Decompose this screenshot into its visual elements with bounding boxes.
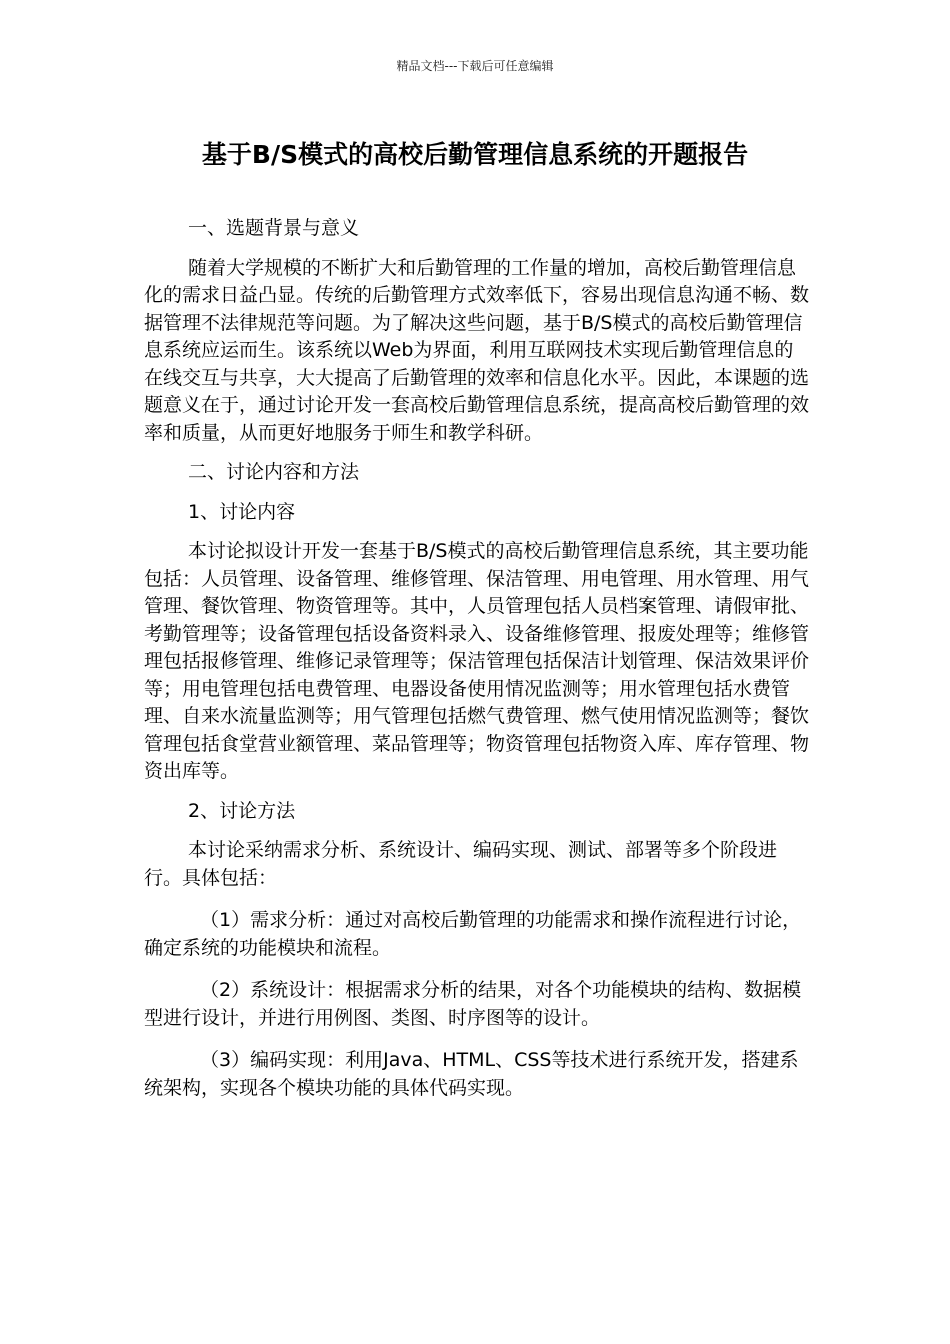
- paragraph-research-content: 本讨论拟设计开发一套基于B/S模式的高校后勤管理信息系统，其主要功能包括：人员管理、设备管理、维修管理、保洁管理、用电管理、用水管理、用气管理、餐饮管理、物资管理等。其中，人员管理包括人员档案管理、请假审批、考勤管理等；设备管理包括设备资料录入、设备维修管理、报废处理等；维修管理包括报修管理、维修记录管理等；保洁管理包括保洁计划管理、保洁效果评价等；用电管理包括电费管理、电器设备使用情况监测等；用水管理包括水费管理、自来水流量监测等；用气管理包括燃气费管理、燃气使用情况监测等；餐饮管理包括食堂营业额管理、菜品管理等；物资管理包括物资入库、库存管理、物资出库等。: [144, 540, 810, 782]
- document-title: 基于B/S模式的高校后勤管理信息系统的开题报告: [201, 140, 749, 169]
- section-heading-research: 二、讨论内容和方法: [188, 461, 360, 483]
- page-header-note: 精品文档---下载后可任意编辑: [396, 59, 554, 73]
- paragraph-research-method: 本讨论采纳需求分析、系统设计、编码实现、测试、部署等多个阶段进行。具体包括：: [144, 839, 778, 889]
- document-body: [144, 215, 810, 1102]
- section-heading-background: 一、选题背景与意义: [188, 217, 360, 239]
- subsection-heading-method: 2、讨论方法: [188, 799, 296, 822]
- list-item-design: （2）系统设计：根据需求分析的结果，对各个功能模块的结构、数据模型进行设计，并进行用例图、类图、时序图等的设计。: [144, 979, 802, 1029]
- list-item-requirements: （1）需求分析：通过对高校后勤管理的功能需求和操作流程进行讨论，确定系统的功能模块和流程。: [144, 909, 802, 959]
- list-item-implementation: （3）编码实现：利用Java、HTML、CSS等技术进行系统开发，搭建系统架构，实现各个模块功能的具体代码实现。: [144, 1049, 799, 1099]
- subsection-heading-content: 1、讨论内容: [188, 500, 296, 523]
- paragraph-background: 随着大学规模的不断扩大和后勤管理的工作量的增加，高校后勤管理信息化的需求日益凸显。传统的后勤管理方式效率低下，容易出现信息沟通不畅、数据管理不法律规范等问题。为了解决这些问题，基于B/S模式的高校后勤管理信息系统应运而生。该系统以Web为界面，利用互联网技术实现后勤管理信息的在线交互与共享，大大提高了后勤管理的效率和信息化水平。因此，本课题的选题意义在于，通过讨论开发一套高校后勤管理信息系统，提高高校后勤管理的效率和质量，从而更好地服务于师生和教学科研。: [144, 256, 810, 444]
